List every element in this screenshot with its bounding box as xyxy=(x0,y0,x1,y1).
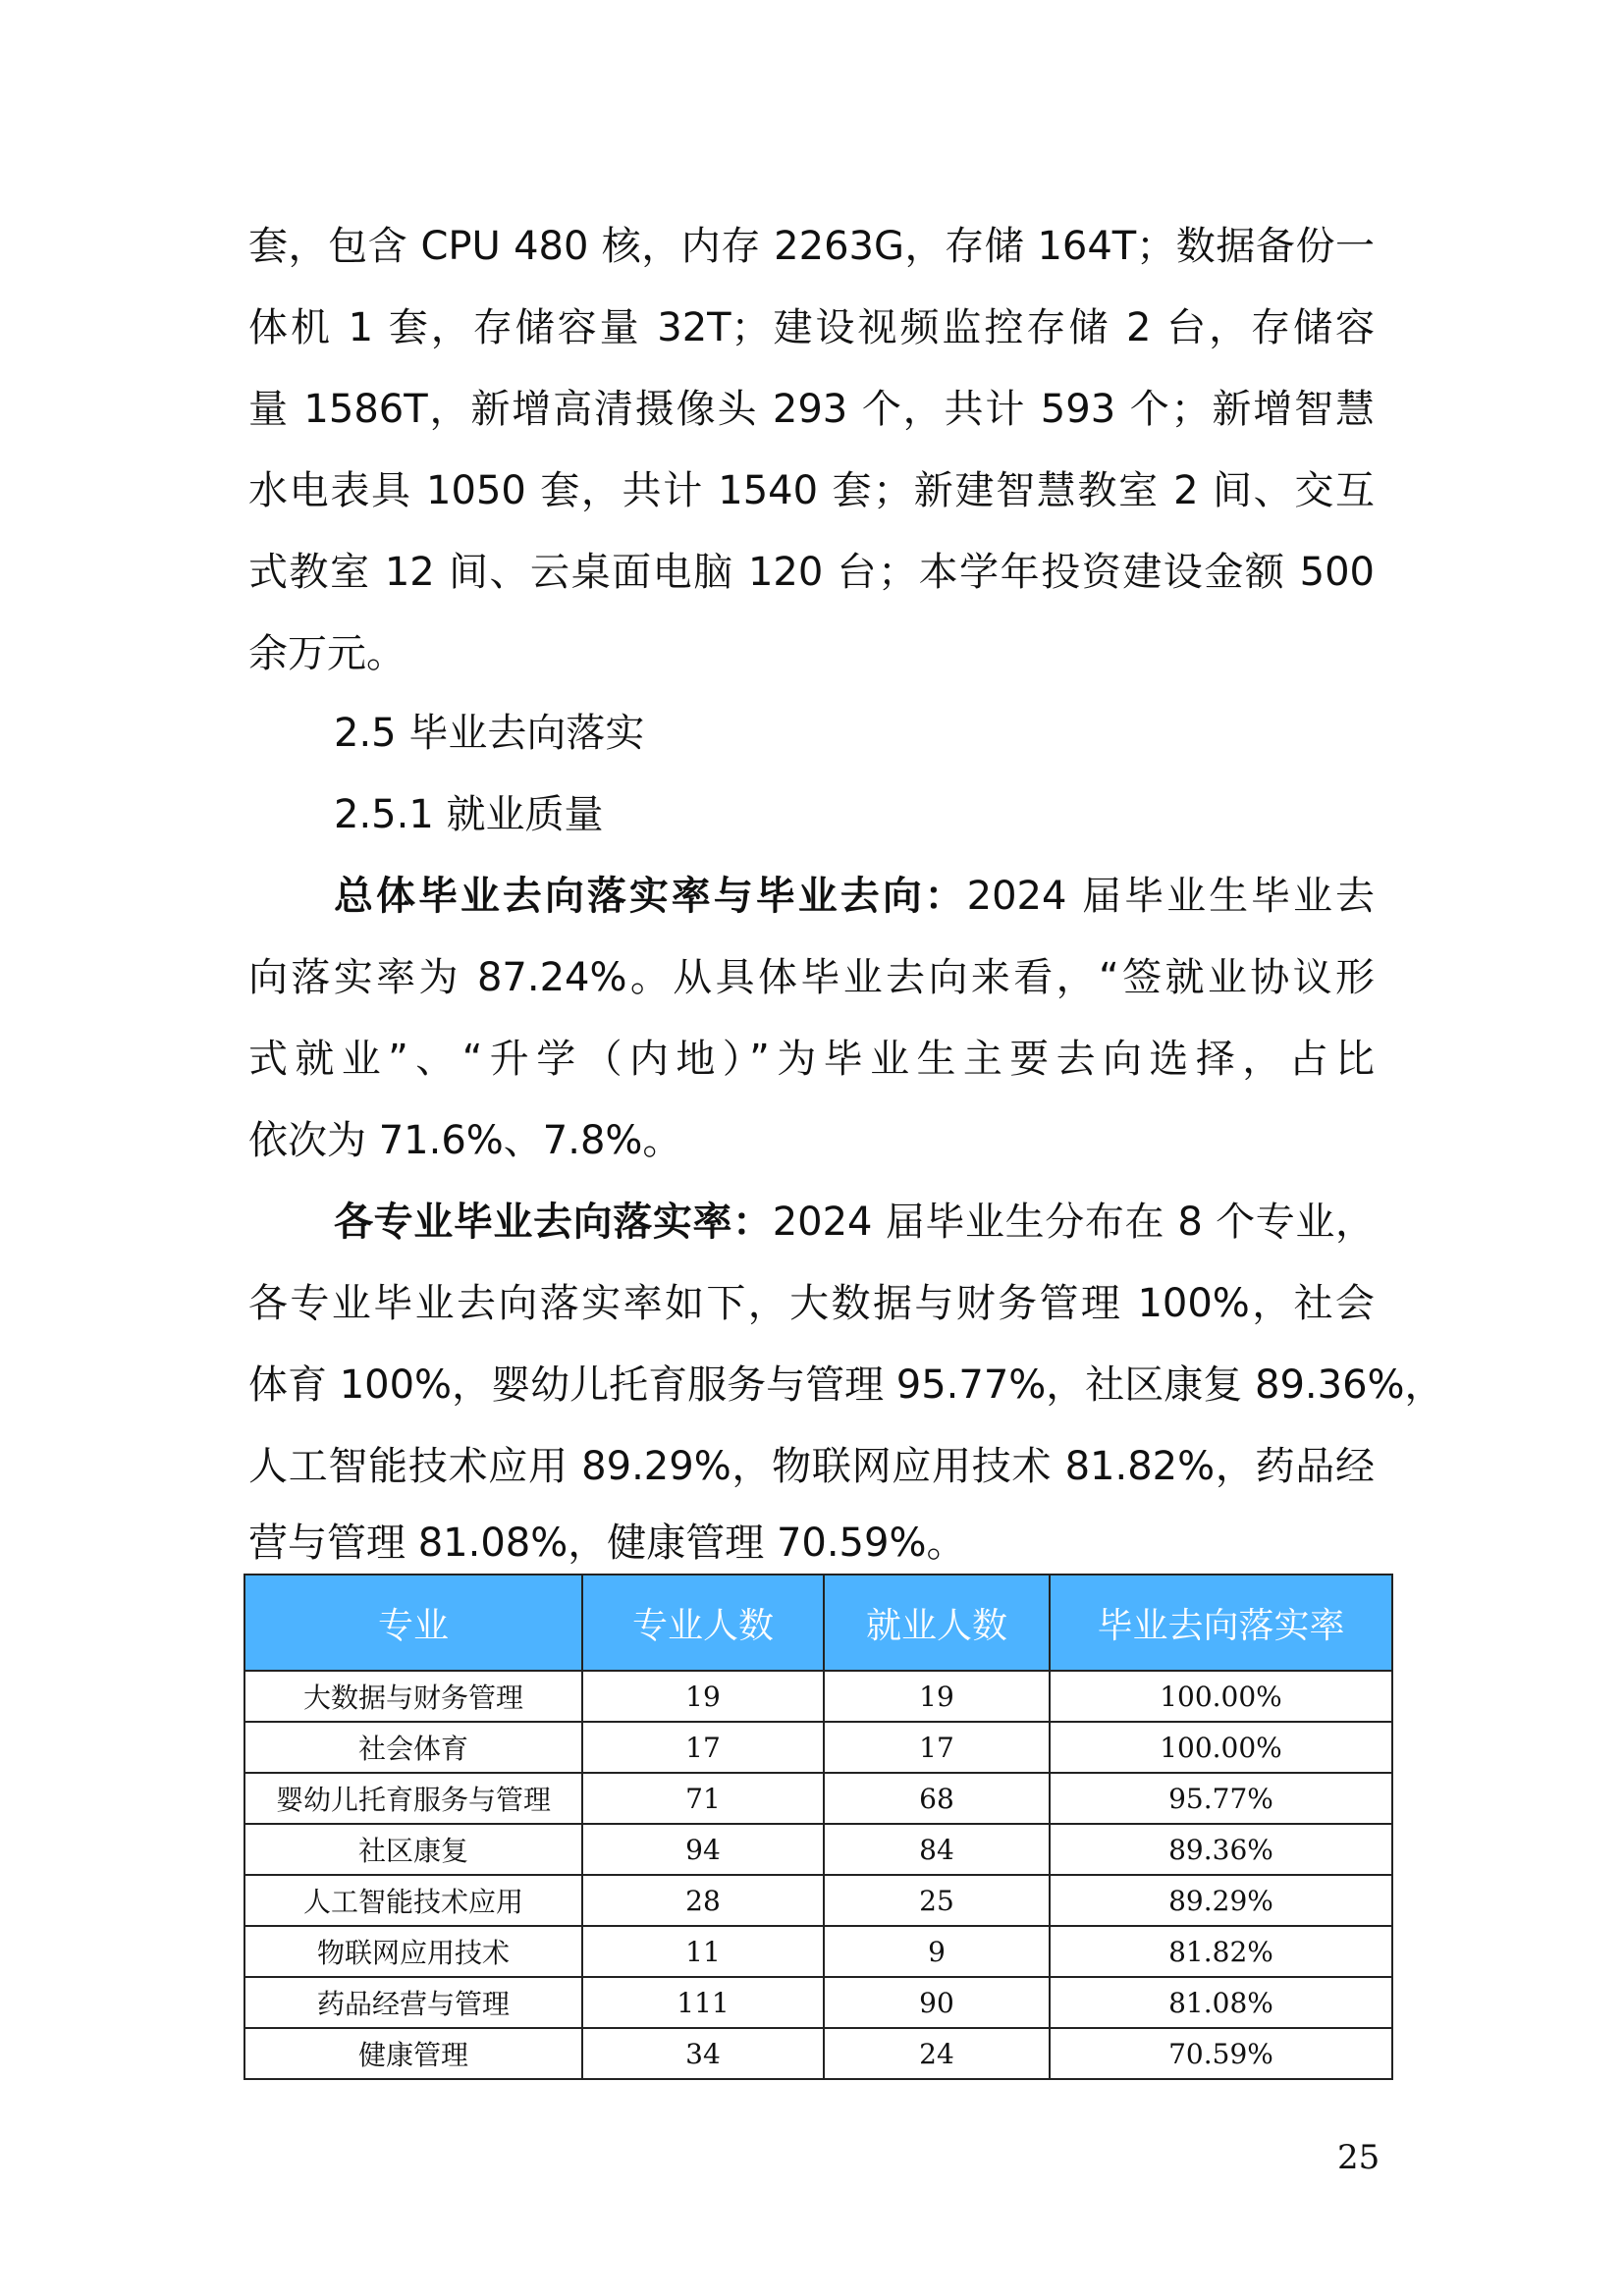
cell-employed-count: 24 xyxy=(824,2028,1050,2079)
header-placement-rate: 毕业去向落实率 xyxy=(1050,1575,1392,1671)
cell-major: 大数据与财务管理 xyxy=(244,1671,582,1722)
cell-placement-rate: 81.82% xyxy=(1050,1926,1392,1977)
cell-employed-count: 90 xyxy=(824,1977,1050,2028)
cell-employed-count: 19 xyxy=(824,1671,1050,1722)
paragraph-label: 总体毕业去向落实率与毕业去向： xyxy=(334,874,967,919)
cell-major-count: 71 xyxy=(582,1773,824,1824)
table-row xyxy=(244,1926,1392,1977)
cell-major-count: 34 xyxy=(582,2028,824,2079)
cell-placement-rate: 95.77% xyxy=(1050,1773,1392,1824)
cell-major-count: 111 xyxy=(582,1977,824,2028)
table-row xyxy=(244,1722,1392,1773)
section-heading: 2.5 毕业去向落实 xyxy=(334,711,645,756)
page-number: 25 xyxy=(1337,2138,1380,2177)
employment-rate-table xyxy=(244,1574,1393,2080)
cell-employed-count: 17 xyxy=(824,1722,1050,1773)
text-line: 余万元。 xyxy=(248,631,406,676)
cell-major-count: 11 xyxy=(582,1926,824,1977)
subsection-heading: 2.5.1 就业质量 xyxy=(334,792,604,837)
table-row xyxy=(244,1875,1392,1926)
cell-employed-count: 25 xyxy=(824,1875,1050,1926)
cell-major: 婴幼儿托育服务与管理 xyxy=(244,1773,582,1824)
table-row xyxy=(244,1773,1392,1824)
header-major-count: 专业人数 xyxy=(582,1575,824,1671)
text-line: 套，包含 CPU 480 核，内存 2263G，存储 164T；数据备份一 xyxy=(248,224,1375,269)
cell-major: 人工智能技术应用 xyxy=(244,1875,582,1926)
cell-major: 物联网应用技术 xyxy=(244,1926,582,1977)
paragraph-text: 2024 届毕业生分布在 8 个专业， xyxy=(772,1200,1376,1245)
cell-major-count: 28 xyxy=(582,1875,824,1926)
text-line: 水电表具 1050 套，共计 1540 套；新建智慧教室 2 间、交互 xyxy=(248,468,1375,513)
table-row xyxy=(244,1671,1392,1722)
text-line: 量 1586T，新增高清摄像头 293 个，共计 593 个；新增智慧 xyxy=(248,387,1375,432)
header-major: 专业 xyxy=(244,1575,582,1671)
header-employed-count: 就业人数 xyxy=(824,1575,1050,1671)
cell-major: 药品经营与管理 xyxy=(244,1977,582,2028)
text-line xyxy=(334,856,1375,937)
paragraph-text: 2024 届毕业生毕业去 xyxy=(966,874,1376,919)
cell-major: 社会体育 xyxy=(244,1722,582,1773)
cell-major-count: 19 xyxy=(582,1671,824,1722)
cell-placement-rate: 81.08% xyxy=(1050,1977,1392,2028)
table-row xyxy=(244,2028,1392,2079)
table-header-row xyxy=(244,1575,1392,1671)
cell-major: 社区康复 xyxy=(244,1824,582,1875)
text-line: 人工智能技术应用 89.29%，物联网应用技术 81.82%，药品经 xyxy=(248,1444,1375,1489)
table-row xyxy=(244,1824,1392,1875)
text-line: 式就业”、“升学（内地）”为毕业生主要去向选择，占比 xyxy=(248,1037,1375,1082)
cell-placement-rate: 100.00% xyxy=(1050,1671,1392,1722)
text-line: 体育 100%，婴幼儿托育服务与管理 95.77%，社区康复 89.36%， xyxy=(248,1362,1444,1408)
text-line: 向落实率为 87.24%。从具体毕业去向来看，“签就业协议形 xyxy=(248,955,1375,1000)
cell-employed-count: 9 xyxy=(824,1926,1050,1977)
cell-placement-rate: 89.36% xyxy=(1050,1824,1392,1875)
text-line: 营与管理 81.08%，健康管理 70.59%。 xyxy=(248,1521,966,1566)
text-line: 体机 1 套，存储容量 32T；建设视频监控存储 2 台，存储容 xyxy=(248,305,1375,350)
text-line: 依次为 71.6%、7.8%。 xyxy=(248,1118,682,1163)
cell-employed-count: 84 xyxy=(824,1824,1050,1875)
table-row xyxy=(244,1977,1392,2028)
cell-major-count: 94 xyxy=(582,1824,824,1875)
cell-placement-rate: 89.29% xyxy=(1050,1875,1392,1926)
cell-placement-rate: 70.59% xyxy=(1050,2028,1392,2079)
cell-major: 健康管理 xyxy=(244,2028,582,2079)
text-line: 各专业毕业去向落实率如下，大数据与财务管理 100%，社会 xyxy=(248,1281,1375,1326)
cell-employed-count: 68 xyxy=(824,1773,1050,1824)
paragraph-label: 各专业毕业去向落实率： xyxy=(334,1200,773,1245)
cell-major-count: 17 xyxy=(582,1722,824,1773)
text-line xyxy=(334,1182,1375,1263)
text-line: 式教室 12 间、云桌面电脑 120 台；本学年投资建设金额 500 xyxy=(248,550,1375,595)
cell-placement-rate: 100.00% xyxy=(1050,1722,1392,1773)
